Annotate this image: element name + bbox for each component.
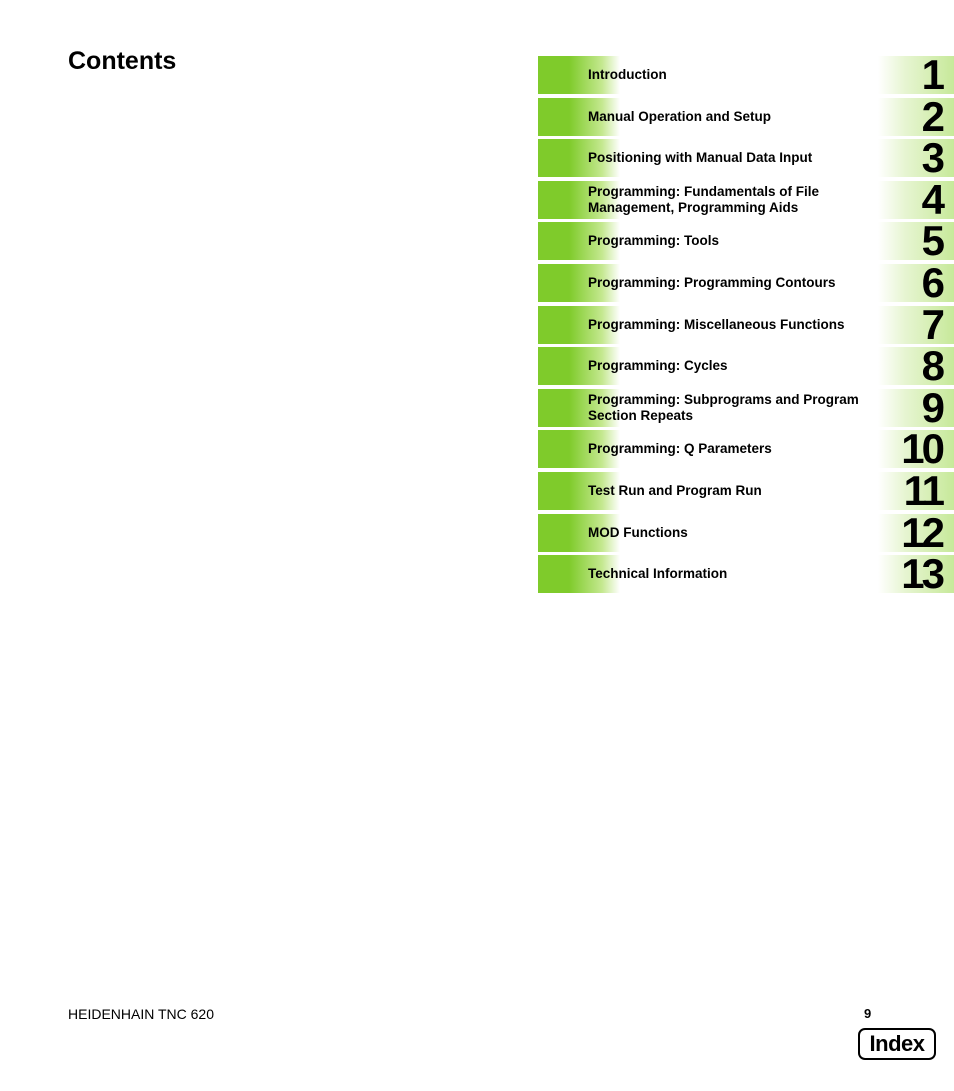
toc-item-misc-functions[interactable] [538,300,954,348]
toc-item-mod-functions[interactable] [538,508,954,556]
toc-item-contours[interactable] [538,258,954,306]
toc-number-tab[interactable] [878,134,954,182]
chapter-number: 10 [901,425,942,473]
toc-item-label[interactable]: Programming: Programming Contours [588,274,836,290]
chapter-number: 5 [921,217,942,265]
chapter-number: 8 [921,342,942,390]
toc-item-file-management[interactable] [538,175,954,223]
table-of-contents [538,51,954,598]
chapter-number: 6 [921,258,942,306]
toc-number-tab[interactable] [878,508,954,556]
chapter-number: 3 [921,134,942,182]
toc-number-tab[interactable] [878,466,954,514]
chapter-number: 2 [921,92,942,140]
toc-number-tab[interactable] [878,217,954,265]
chapter-number: 9 [921,383,942,431]
toc-item-label[interactable]: Test Run and Program Run [588,482,762,498]
toc-item-test-run[interactable] [538,466,954,514]
chapter-number: 13 [901,550,942,598]
toc-item-label[interactable]: Programming: Cycles [588,358,728,374]
toc-number-tab[interactable] [878,51,954,98]
toc-item-tools[interactable] [538,217,954,265]
footer-product-name: HEIDENHAIN TNC 620 [68,1006,215,1022]
toc-item-label[interactable]: Introduction [588,67,667,82]
toc-item-label[interactable]: Programming: Fundamentals of File Management, Programming Aids [588,183,820,215]
chapter-number: 12 [901,508,942,556]
toc-item-cycles[interactable] [538,342,954,390]
toc-item-positioning-mdi[interactable] [538,134,954,182]
toc-item-label[interactable]: Programming: Q Parameters [588,441,772,457]
toc-item-subprograms[interactable] [538,383,954,431]
toc-number-tab[interactable] [878,342,954,390]
toc-item-introduction[interactable] [538,51,954,98]
toc-item-label[interactable]: Technical Information [588,566,728,582]
page-number: 9 [864,1006,872,1021]
toc-item-q-parameters[interactable] [538,425,954,473]
toc-number-tab[interactable] [878,550,954,598]
toc-number-tab[interactable] [878,383,954,431]
toc-item-label[interactable]: Manual Operation and Setup [588,108,772,124]
toc-item-label[interactable]: Programming: Tools [588,233,720,249]
toc-item-label[interactable]: Positioning with Manual Data Input [588,150,813,166]
index-button[interactable]: Index [858,1028,936,1060]
toc-number-tab[interactable] [878,92,954,140]
toc-item-technical-info[interactable] [538,550,954,598]
chapter-number: 7 [921,300,942,348]
toc-number-tab[interactable] [878,258,954,306]
toc-number-tab[interactable] [878,425,954,473]
toc-number-tab[interactable] [878,300,954,348]
page-title: Contents [68,47,177,75]
chapter-number: 11 [903,466,942,514]
toc-item-label[interactable]: Programming: Subprograms and Program Section Repeats [588,391,859,423]
toc-item-label[interactable]: Programming: Miscellaneous Functions [588,316,845,332]
toc-number-tab[interactable] [878,175,954,223]
chapter-number: 4 [921,175,942,223]
toc-item-manual-operation[interactable] [538,92,954,140]
chapter-number: 1 [921,51,942,98]
toc-item-label[interactable]: MOD Functions [588,524,688,540]
